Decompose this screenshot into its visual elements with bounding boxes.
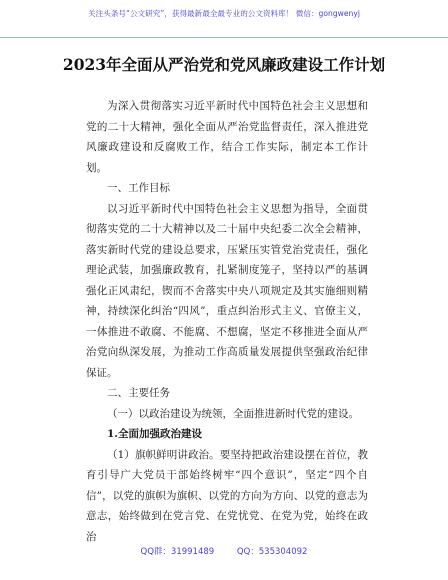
intro-paragraph: 为深入贯彻落实习近平新时代中国特色社会主义思想和党的二十大精神，强化全面从严治党监督责任，深入推进党风廉政建设和反腐败工作，结合工作实际，制定本工作计划。 [86, 100, 368, 174]
banner-divider [0, 37, 448, 38]
footer-qq-group: QQ群：31991489 [140, 547, 215, 557]
item-heading-1: 1.全面加强政治建设 [107, 428, 202, 440]
document-title: 2023年全面从严治党和党风廉政建设工作计划 [62, 55, 386, 74]
section-heading-tasks: 二、主要任务 [107, 387, 170, 399]
document-body [86, 96, 368, 547]
subsection-heading-1: （一）以政治建设为统领，全面推进新时代党的建设。 [107, 407, 359, 420]
top-banner: 关注头条号“公文研究”，获得最新最全最专业的公文资料库！ 微信：gongwenyj [88, 9, 360, 18]
footer-qq: QQ：535304092 [236, 547, 308, 557]
footer-contact [0, 545, 448, 557]
goals-paragraph: 以习近平新时代中国特色社会主义思想为指导，全面贯彻落实党的二十大精神以及二十届中央纪委二次全会精神，落实新时代党的建设总要求，压紧压实管党治党责任，强化理论武装，加强廉政教育，扎紧制度笼子，坚持以严的基调强化正风肃纪，锲而不舍落实中央八项规定及其实施细则精神，持续深化纠治“四风”，重点纠治形式主义、官僚主义，一体推进不敢腐、不能腐、不想腐，坚定不移推进全面从严治党向纵深发展，为推动工作高质量发展提供坚强政治纪律保证。 [86, 202, 368, 379]
item-paragraph-1: （1）旗帜鲜明讲政治。要坚持把政治建设摆在首位，教育引导广大党员干部始终树牢“四个意识”，坚定“四个自信”，以党的旗帜为旗帜、以党的方向为方向、以党的意志为意志，始终做到在党言党、在党忧党、在党为党，始终在政治 [86, 448, 368, 543]
section-heading-goals: 一、工作目标 [107, 182, 170, 194]
